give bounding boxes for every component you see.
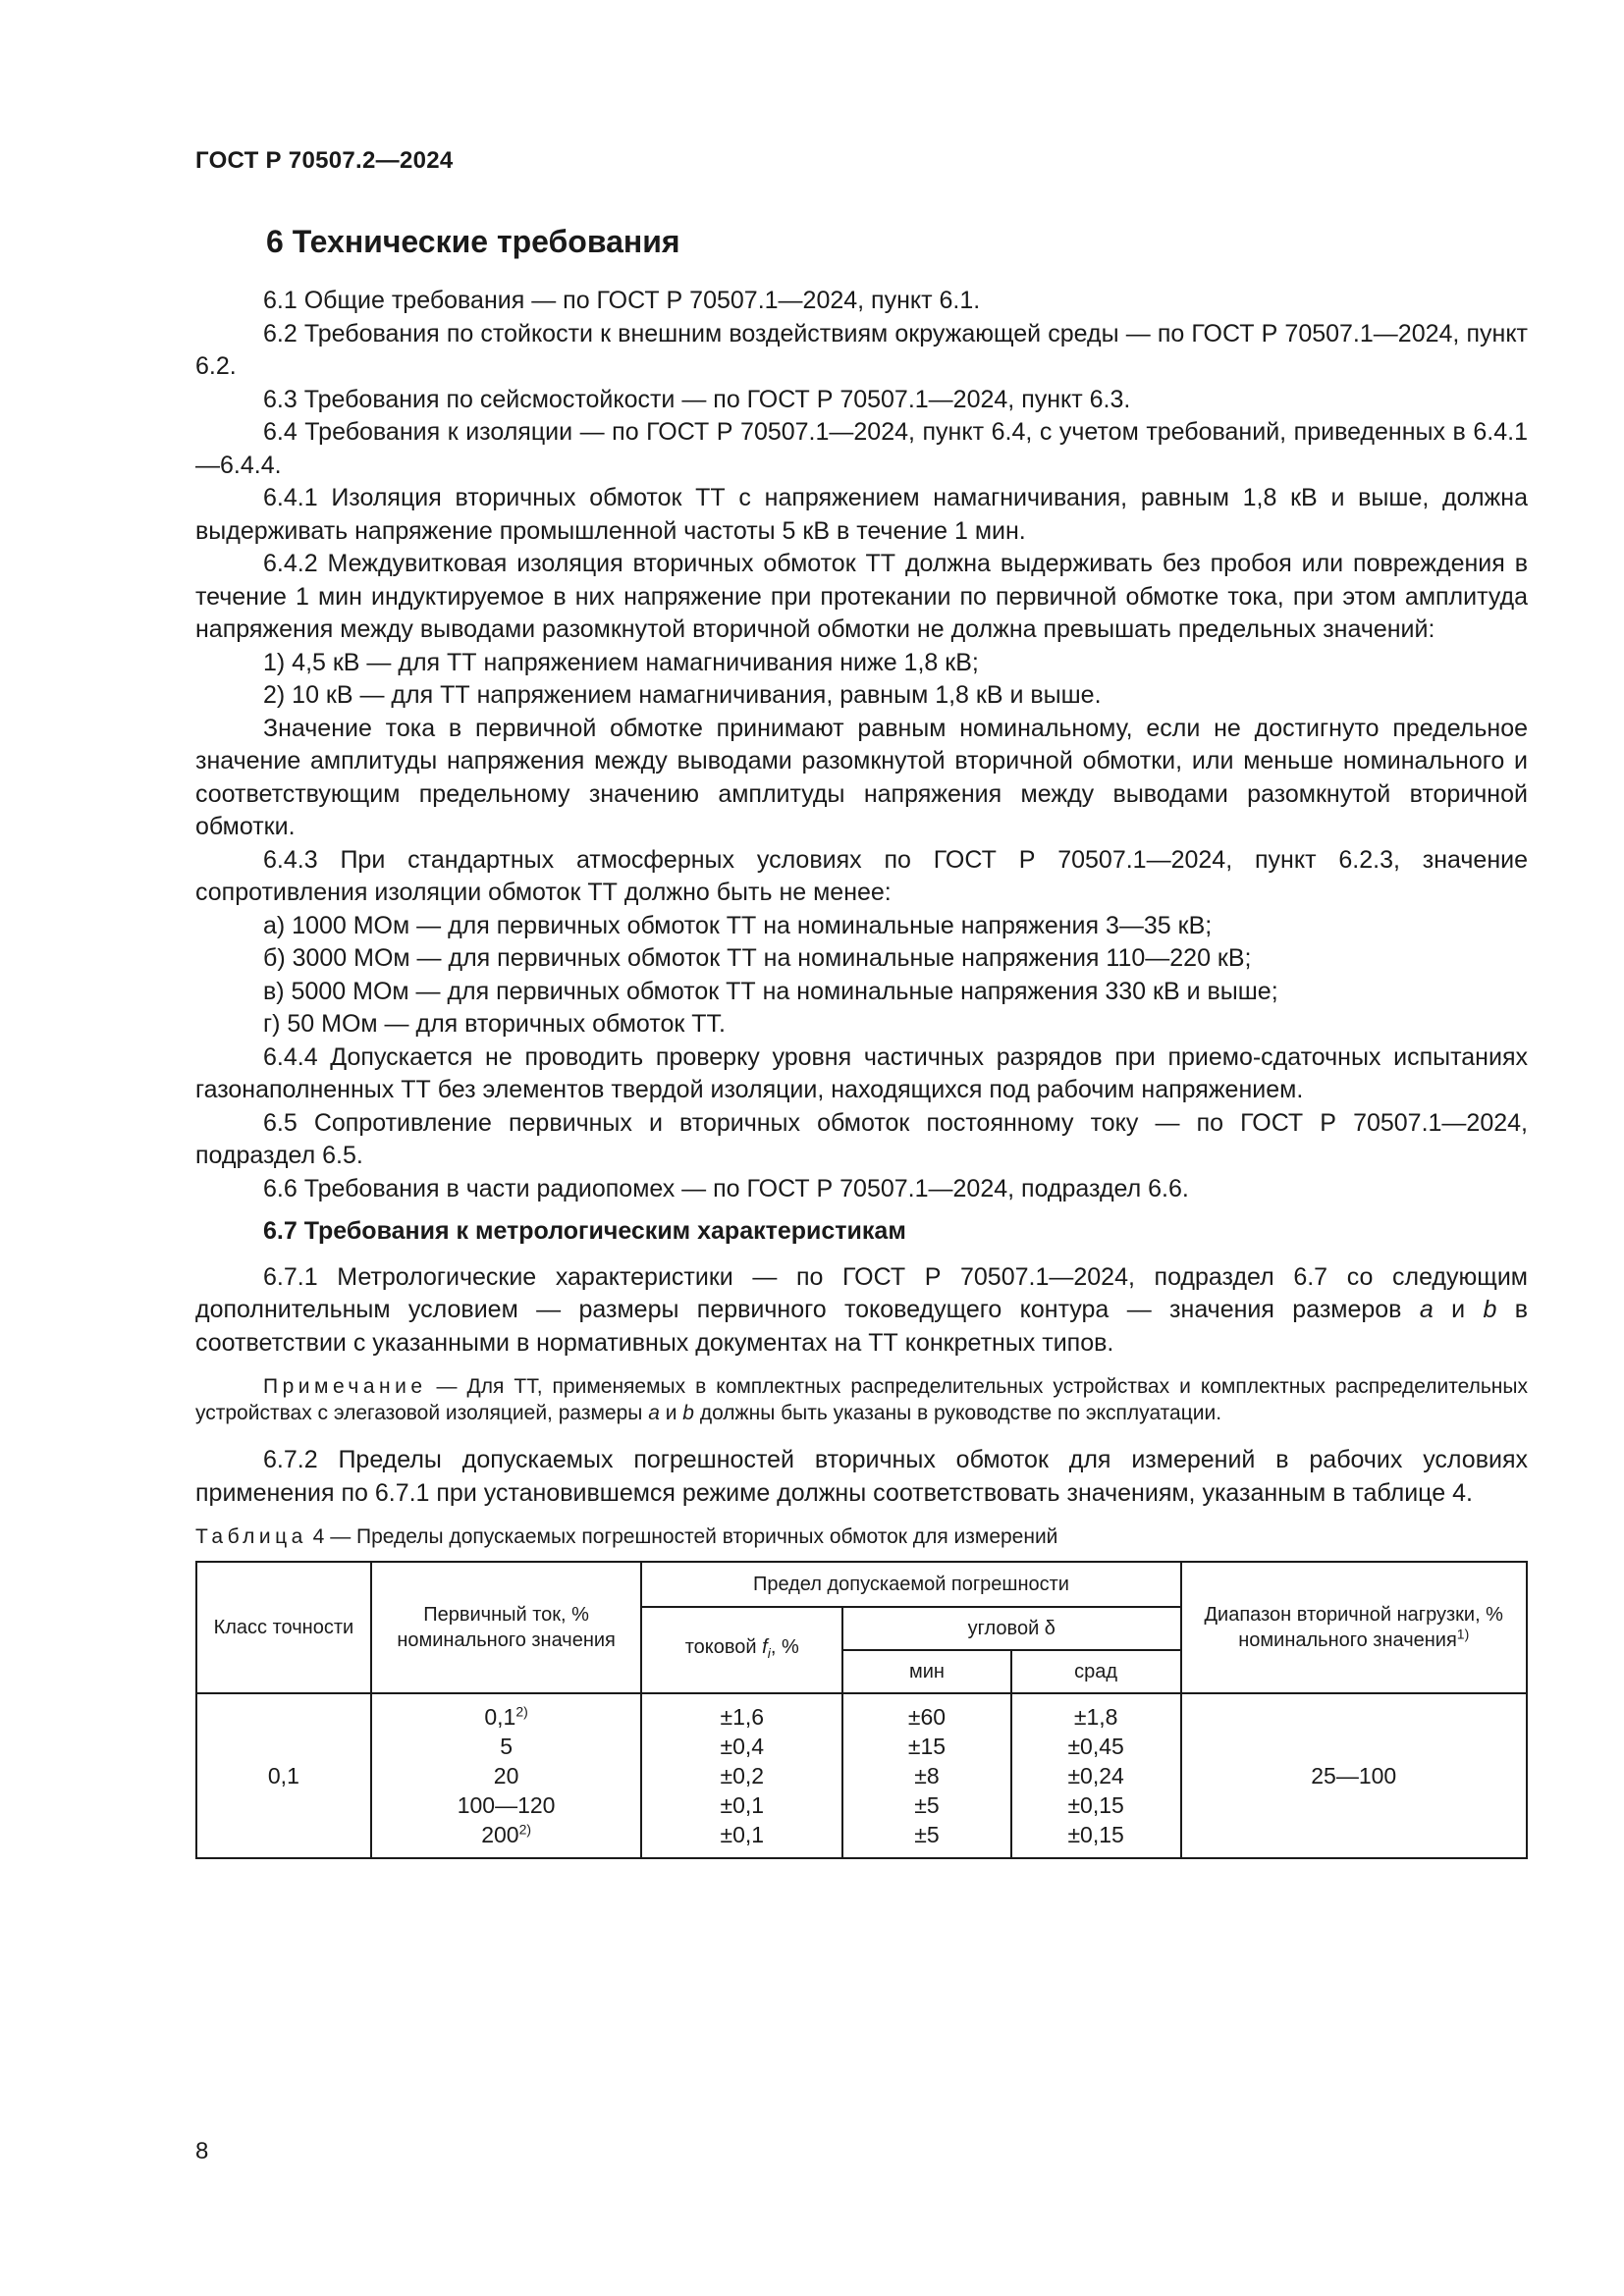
list-item-6-4-3-d: г) 50 МОм — для вторичных обмоток ТТ. [263,1010,726,1038]
current-error-value: ±0,2 [720,1763,765,1789]
cell-angle-crad [1011,1693,1181,1858]
p671-var-b: b [1483,1296,1497,1323]
angle-min-value: ±5 [914,1792,940,1818]
paragraph-6-7-1 [195,1261,1528,1361]
note-var-a: a [648,1402,660,1424]
current-value: 200$^{2)}$ [481,1821,532,1847]
paragraph-6-7-2: 6.7.2 Пределы допускаемых погрешностей вторичных обмоток для измерений в рабочих условиях применения по 6.7.1 при установившемся режиме должны соответствовать значениям, указанным в таблице 4. [195,1446,1528,1507]
header-load-range [1181,1562,1528,1693]
paragraph-6-4-1: 6.4.1 Изоляция вторичных обмоток ТТ с напряжением намагничивания, равным 1,8 кВ и выше, должна выдерживать напряжение промышленной частоты 5 кВ в течение 1 мин. [195,484,1528,545]
note-text-1: — Для ТТ, применяемых в комплектных распределительных устройствах и комплектных распределительных устройствах с элегазовой изоляцией, размеры [195,1375,1528,1424]
paragraph-6-1: 6.1 Общие требования — по ГОСТ Р 70507.1—2024, пункт 6.1. [263,287,981,314]
cell-currents [371,1693,642,1858]
p671-text-2: и [1433,1296,1484,1323]
cell-load-range: 25—100 [1181,1693,1528,1858]
paragraph-6-4-2: 6.4.2 Междувитковая изоляция вторичных обмоток ТТ должна выдерживать без пробоя или повреждения в течение 1 мин индуктируемое в них напряжение при протекании по первичной обмотке тока, при этом амплитуда напряжения между выводами разомкнутой вторичной обмотки не должна превышать предельных значений: [195,550,1528,643]
note-var-b: b [682,1402,694,1424]
hce-pre: токовой [684,1636,763,1658]
paragraph-6-4: 6.4 Требования к изоляции — по ГОСТ Р 70507.1—2024, пункт 6.4, с учетом требований, приведенных в 6.4.1—6.4.4. [195,418,1528,479]
hce-sub: i [767,1645,771,1661]
subsection-title-6-7: 6.7 Требования к метрологическим характеристикам [263,1217,906,1245]
error-limits-table [195,1561,1528,1859]
list-item-6-4-2-1: 1) 4,5 кВ — для ТТ напряжением намагничивания ниже 1,8 кВ; [263,648,979,676]
list-item-6-4-3-a: а) 1000 МОм — для первичных обмоток ТТ на номинальные напряжения 3—35 кВ; [263,911,1213,939]
document-body [195,285,1528,1859]
paragraph-6-4-3: 6.4.3 При стандартных атмосферных условиях по ГОСТ Р 70507.1—2024, пункт 6.2.3, значение сопротивления изоляции обмоток ТТ должно быть не менее: [195,845,1528,906]
note-text-2: и [659,1402,683,1424]
p671-text-1: 6.7.1 Метрологические характеристики — по ГОСТ Р 70507.1—2024, подраздел 6.7 со следующим дополнительным условием — размеры первичного токоведущего контура — значения размеров [195,1262,1528,1323]
list-item-6-4-3-b: б) 3000 МОм — для первичных обмоток ТТ на номинальные напряжения 110—220 кВ; [263,944,1252,972]
header-min: мин [842,1650,1011,1693]
angle-crad-value: ±0,15 [1067,1822,1124,1847]
angle-crad-value: ±0,24 [1067,1763,1124,1789]
list-item-6-4-2-2: 2) 10 кВ — для ТТ напряжением намагничивания, равным 1,8 кВ и выше. [263,681,1102,709]
hce-post: , % [770,1636,799,1658]
note [195,1373,1528,1426]
page-number: 8 [195,2138,209,2164]
header-crad: срад [1011,1650,1181,1693]
list-item-6-4-3-c: в) 5000 МОм — для первичных обмоток ТТ на номинальные напряжения 330 кВ и выше; [263,977,1278,1005]
table-caption-label: Таблица [195,1525,307,1548]
cell-angle-min [842,1693,1011,1858]
header-primary-current: Первичный ток, % номинального значения [371,1562,642,1693]
hce-f: f [762,1636,768,1658]
angle-min-value: ±60 [907,1704,947,1730]
header-load-range-footnote: 1) [1456,1626,1470,1642]
current-value: 100—120 [457,1792,556,1818]
current-error-value: ±0,1 [720,1822,765,1847]
angle-min-value: ±15 [907,1734,947,1759]
current-value: 5 [500,1734,513,1759]
angle-min-value: ±5 [914,1822,940,1847]
paragraph-6-4-2-cont: Значение тока в первичной обмотке принимают равным номинальному, если не достигнуто предельное значение амплитуды напряжения между выводами разомкнутой вторичной обмотки, или меньше номинального и соответствующим предельному значению амплитуды напряжения между выводами разомкнутой вторичной обмотки. [195,714,1528,840]
current-error-value: ±0,4 [720,1734,765,1759]
header-error-limit: Предел допускаемой погрешности [641,1562,1180,1607]
table-caption-text: 4 — Пределы допускаемых погрешностей вторичных обмоток для измерений [306,1525,1058,1548]
current-value: 0,1$^{2)}$ [484,1703,528,1730]
angle-crad-value: ±1,8 [1073,1704,1118,1730]
header-load-range-text: Диапазон вторичной нагрузки, % номинального значения [1204,1604,1503,1651]
note-text-3: должны быть указаны в руководстве по эксплуатации. [693,1402,1222,1424]
p671-text-3: в соответствии с указанными в нормативных документах на ТТ конкретных типов. [195,1296,1528,1357]
p671-var-a: a [1419,1296,1434,1323]
angle-min-value: ±8 [914,1763,940,1789]
current-error-value: ±0,1 [720,1792,765,1818]
cell-class: 0,1 [196,1693,371,1858]
header-current-error [641,1607,842,1693]
paragraph-6-2: 6.2 Требования по стойкости к внешним воздействиям окружающей среды — по ГОСТ Р 70507.1—2024, пункт 6.2. [195,319,1528,380]
current-value: 20 [493,1763,519,1789]
table-row [196,1693,1527,1858]
current-error-value: ±1,6 [720,1704,765,1730]
paragraph-6-6: 6.6 Требования в части радиопомех — по ГОСТ Р 70507.1—2024, подраздел 6.6. [263,1174,1189,1202]
header-angular: угловой δ [842,1607,1180,1650]
angle-crad-value: ±0,15 [1067,1792,1124,1818]
paragraph-6-4-4: 6.4.4 Допускается не проводить проверку уровня частичных разрядов при приемо-сдаточных испытаниях газонаполненных ТТ без элементов твердой изоляции, находящихся под рабочим напряжением. [195,1042,1528,1103]
table-caption [195,1523,1528,1551]
header-class: Класс точности [196,1562,371,1693]
paragraph-6-5: 6.5 Сопротивление первичных и вторичных обмоток постоянному току — по ГОСТ Р 70507.1—2024, подраздел 6.5. [195,1108,1528,1169]
note-label: Примечание [263,1375,427,1398]
document-header: ГОСТ Р 70507.2—2024 [195,147,454,174]
cell-current-errors [641,1693,842,1858]
section-title: 6 Технические требования [266,224,680,259]
paragraph-6-3: 6.3 Требования по сейсмостойкости — по ГОСТ Р 70507.1—2024, пункт 6.3. [263,385,1131,413]
angle-crad-value: ±0,45 [1067,1734,1124,1759]
